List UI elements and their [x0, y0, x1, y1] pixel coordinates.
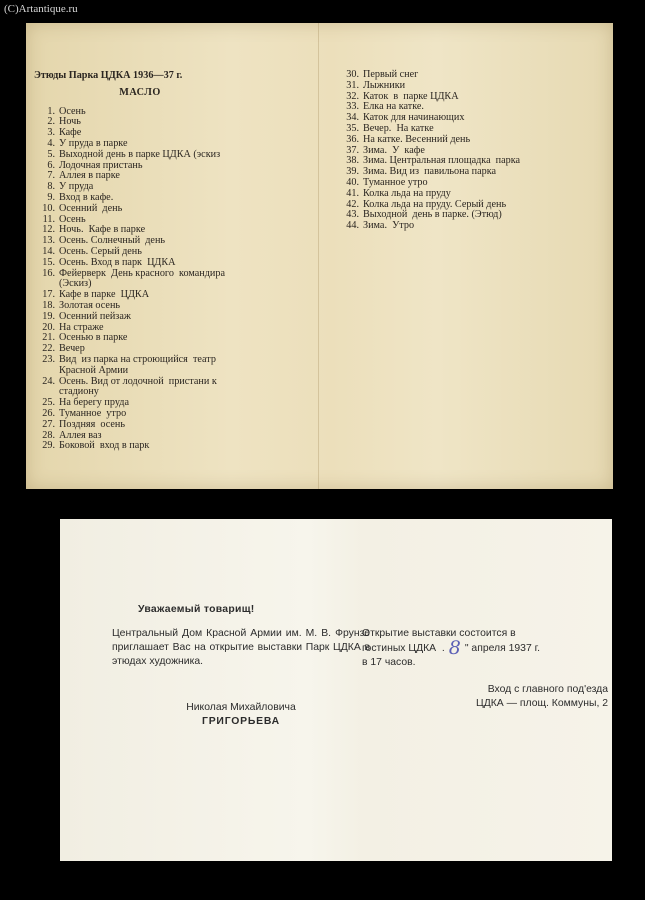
- catalogue-item-title: Фейерверк День красного командира: [59, 267, 225, 279]
- catalogue-item-number: 15.: [42, 256, 55, 268]
- catalogue-item-title: На катке. Весенний день: [363, 133, 471, 145]
- catalogue-item-number: 37.: [346, 144, 359, 156]
- catalogue-item-number: 19.: [42, 310, 55, 322]
- catalogue-item-title: Лыжники: [363, 79, 406, 91]
- catalogue-item-title: Зима. У кафе: [363, 144, 425, 156]
- painter-surname: ГРИГОРЬЕВА: [202, 716, 280, 727]
- catalogue-item-title: Туманное утро: [59, 407, 127, 419]
- catalogue-item-title: Зима. Центральная площадка парка: [363, 155, 521, 167]
- catalogue-item-title: Осень. Серый день: [59, 245, 142, 257]
- opening-line-2-post: " апреля 1937 г.: [464, 643, 541, 654]
- catalogue-item-title: Елка на катке.: [363, 101, 424, 113]
- opening-line-2-pre: гостиных ЦДКА .: [362, 643, 445, 654]
- catalogue-item-title: Поздняя осень: [59, 418, 126, 430]
- catalogue-item-title: Осень. Вход в парк ЦДКА: [59, 256, 176, 268]
- catalogue-item-title: На берегу пруда: [59, 397, 129, 409]
- sheet-fold-line: [318, 23, 319, 489]
- catalogue-item: [344, 189, 606, 200]
- catalogue-item: [40, 204, 302, 215]
- catalogue-item-number: 1.: [47, 105, 55, 117]
- catalogue-item-number: 44.: [346, 220, 359, 232]
- catalogue-item: [40, 258, 302, 269]
- catalogue-item-number: 18.: [42, 299, 55, 311]
- handwritten-date: 8: [448, 637, 461, 659]
- catalogue-item-title: Ночь: [59, 116, 81, 128]
- painter-name: Николая Михайловича: [186, 702, 296, 713]
- catalogue-item-title: Боковой вход в парк: [59, 440, 150, 452]
- catalogue-item-number: 25.: [42, 397, 55, 409]
- catalogue-item-title: Зима. Утро: [363, 220, 415, 232]
- catalogue-item-number: 21.: [42, 332, 55, 344]
- catalogue-list-right: [344, 70, 606, 232]
- catalogue-item-title: Осенний пейзаж: [59, 310, 131, 322]
- catalogue-item-number: 33.: [346, 101, 359, 113]
- catalogue-item-title: Каток для начинающих: [363, 112, 465, 124]
- catalogue-item-number: 6.: [47, 159, 55, 171]
- catalogue-item-number: 28.: [42, 429, 55, 441]
- catalogue-item-number: [40, 366, 55, 377]
- catalogue-item-title: Красной Армии: [59, 364, 129, 376]
- catalogue-item-title: На страже: [59, 321, 104, 333]
- catalogue-item-number: 23.: [42, 353, 55, 365]
- catalogue-item: [344, 221, 606, 232]
- catalogue-item-title: Осенью в парке: [59, 332, 128, 344]
- catalogue-item-number: 14.: [42, 245, 55, 257]
- catalogue-item-number: 42.: [346, 198, 359, 210]
- catalogue-item: [40, 366, 302, 377]
- catalogue-item: [40, 441, 302, 452]
- catalogue-item-number: 36.: [346, 133, 359, 145]
- catalogue-item-title: Осенний день: [59, 202, 123, 214]
- catalogue-item-number: 41.: [346, 187, 359, 199]
- catalogue-item-number: 3.: [47, 127, 55, 139]
- catalogue-item-number: 16.: [42, 267, 55, 279]
- catalogue-item-number: 24.: [42, 375, 55, 387]
- catalogue-item-title: Кафе в парке ЦДКА: [59, 289, 150, 301]
- invitation-greeting: Уважаемый товарищ!: [138, 604, 255, 615]
- catalogue-item: [40, 150, 302, 161]
- catalogue-item-title: Золотая осень: [59, 299, 121, 311]
- catalogue-item-number: 29.: [42, 440, 55, 452]
- catalogue-item-title: Туманное утро: [363, 176, 428, 188]
- catalogue-item-number: 8.: [47, 181, 55, 193]
- catalogue-item: [344, 81, 606, 92]
- catalogue-item-number: 12.: [42, 224, 55, 236]
- catalogue-item-number: 11.: [42, 213, 55, 225]
- catalogue-item-title: Аллея в парке: [59, 170, 120, 182]
- catalogue-item-number: 38.: [346, 155, 359, 167]
- catalogue-item-title: Ночь. Кафе в парке: [59, 224, 146, 236]
- entrance-line-2: ЦДКА — площ. Коммуны, 2: [476, 698, 608, 709]
- opening-line-3: в 17 часов.: [362, 657, 416, 668]
- catalogue-title: Этюды Парка ЦДКА 1936—37 г.: [34, 70, 183, 81]
- catalogue-item-title: Вечер. На катке: [363, 122, 434, 134]
- catalogue-item-number: 31.: [346, 79, 359, 91]
- catalogue-item-title: Аллея ваз: [59, 429, 102, 441]
- catalogue-list-left: [40, 107, 302, 453]
- catalogue-item-number: 20.: [42, 321, 55, 333]
- catalogue-item-title: стадиону: [59, 386, 99, 398]
- catalogue-item-number: 35.: [346, 122, 359, 134]
- catalogue-item-title: Вид из парка на строющийся театр: [59, 353, 216, 365]
- catalogue-item: [344, 135, 606, 146]
- catalogue-item-title: Первый снег: [363, 69, 419, 80]
- catalogue-item-title: Выходной день в парке. (Этюд): [363, 209, 502, 221]
- catalogue-item-title: Вход в кафе.: [59, 191, 114, 203]
- catalogue-item-title: Лодочная пристань: [59, 159, 143, 171]
- catalogue-item-number: 40.: [346, 176, 359, 188]
- catalogue-item-title: (Эскиз): [59, 278, 92, 290]
- catalogue-item-number: 26.: [42, 407, 55, 419]
- catalogue-item-number: 17.: [42, 289, 55, 301]
- catalogue-item-number: 10.: [42, 202, 55, 214]
- catalogue-sheet: [26, 23, 613, 489]
- catalogue-item-number: 34.: [346, 112, 359, 124]
- catalogue-item-number: 7.: [47, 170, 55, 182]
- catalogue-item-title: Зима. Вид из павильона парка: [363, 166, 497, 178]
- catalogue-column-right: [344, 70, 606, 232]
- catalogue-item: [40, 312, 302, 323]
- invitation-entrance-info: [432, 683, 608, 711]
- catalogue-item-number: 5.: [47, 148, 55, 160]
- catalogue-item-number: 30.: [346, 69, 359, 80]
- entrance-line-1: Вход с главного под'езда: [487, 684, 608, 695]
- invitation-body-text: Центральный Дом Красной Армии им. М. В. Фрунзе приглашает Вас на открытие выставки Парк ЦДКА в этюдах художника.: [112, 628, 370, 667]
- catalogue-item-title: Осень. Вид от лодочной пристани к: [59, 375, 217, 387]
- catalogue-item-title: Колка льда на пруду. Серый день: [363, 198, 507, 210]
- catalogue-item-number: 27.: [42, 418, 55, 430]
- catalogue-item-number: 4.: [47, 137, 55, 149]
- opening-line-1: Открытие выставки состоится в: [362, 628, 516, 639]
- catalogue-item: [40, 420, 302, 431]
- catalogue-item-number: 2.: [47, 116, 55, 128]
- catalogue-item-title: Осень: [59, 105, 86, 117]
- catalogue-item-number: 22.: [42, 343, 55, 355]
- catalogue-item-number: 39.: [346, 166, 359, 178]
- catalogue-item-number: 32.: [346, 90, 359, 102]
- catalogue-item-title: Кафе: [59, 127, 82, 139]
- invitation-opening-info: [362, 627, 598, 670]
- catalogue-item-title: Вечер: [59, 343, 85, 355]
- catalogue-item-title: У пруда в парке: [59, 137, 128, 149]
- catalogue-item-number: 13.: [42, 235, 55, 247]
- catalogue-column-left: [34, 70, 302, 452]
- catalogue-item-number: 43.: [346, 209, 359, 221]
- catalogue-item-title: Осень: [59, 213, 86, 225]
- catalogue-item-title: Выходной день в парке ЦДКА (эскиз: [59, 148, 221, 160]
- catalogue-item-title: Колка льда на пруду: [363, 187, 451, 199]
- invitation-card: [60, 519, 612, 861]
- invitation-painter: [112, 701, 370, 729]
- catalogue-item-title: Каток в парке ЦДКА: [363, 90, 459, 102]
- catalogue-item-title: У пруда: [59, 181, 94, 193]
- catalogue-item-number: 9.: [47, 191, 55, 203]
- opening-line-2: [362, 637, 598, 659]
- watermark-text: (C)Artantique.ru: [4, 3, 78, 15]
- catalogue-subtitle: МАСЛО: [119, 86, 161, 98]
- catalogue-item-title: Осень. Солнечный день: [59, 235, 166, 247]
